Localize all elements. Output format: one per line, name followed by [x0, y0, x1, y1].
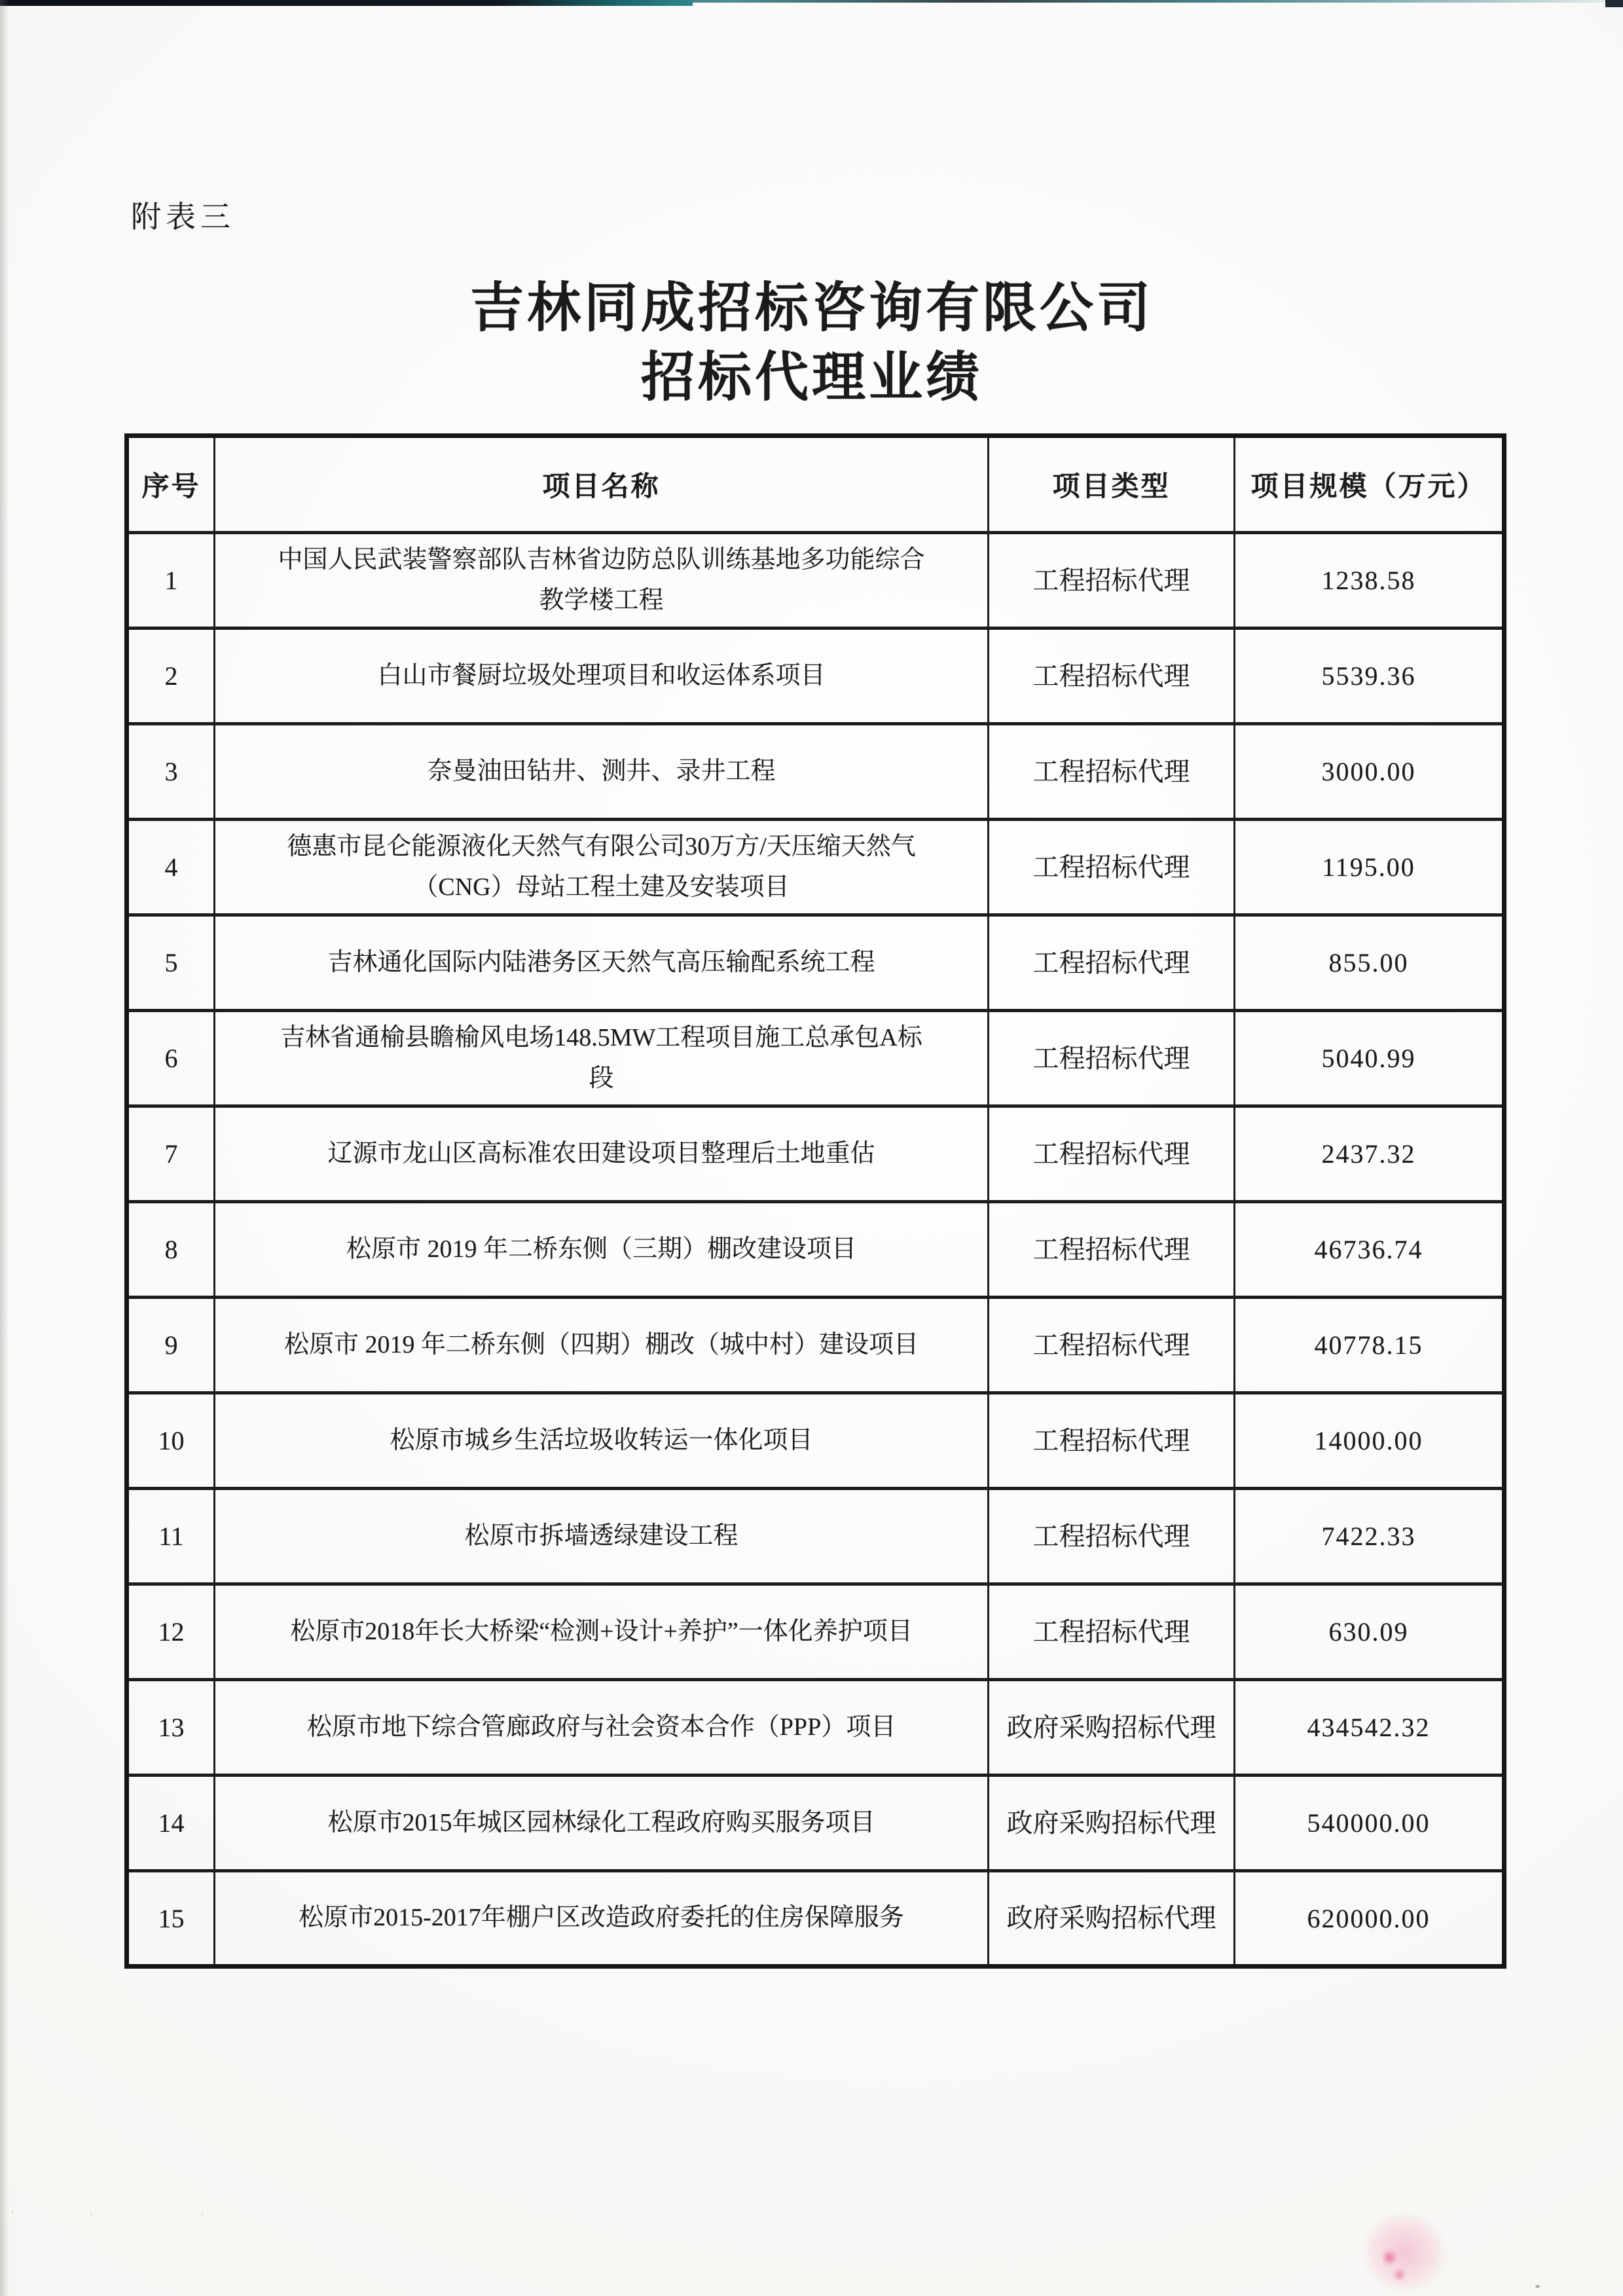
row-no-cell: 14: [127, 1776, 215, 1871]
project-name-cell: 德惠市昆仑能源液化天然气有限公司30万方/天压缩天然气（CNG）母站工程土建及安装项目: [215, 820, 989, 915]
col-header-type: 项目类型: [989, 436, 1235, 533]
scan-artifact-pencil-smudge: [12, 2205, 293, 2222]
project-scale-cell: 5539.36: [1235, 629, 1504, 724]
project-type-cell: 工程招标代理: [989, 820, 1235, 915]
project-scale-cell: 40778.15: [1235, 1298, 1504, 1393]
col-header-no: 序号: [127, 436, 215, 533]
table-row: [127, 1584, 1504, 1680]
project-scale-cell: 3000.00: [1235, 724, 1504, 820]
project-name-cell: 吉林省通榆县瞻榆风电场148.5MW工程项目施工总承包A标段: [215, 1011, 989, 1106]
table-row: [127, 1680, 1504, 1776]
red-stamp-smudge: [1339, 2189, 1470, 2296]
project-scale-cell: 5040.99: [1235, 1011, 1504, 1106]
project-scale-cell: 2437.32: [1235, 1106, 1504, 1202]
document-title: [123, 274, 1501, 412]
project-name-cell: 中国人民武装警察部队吉林省边防总队训练基地多功能综合教学楼工程: [215, 533, 989, 629]
row-no-cell: 13: [127, 1680, 215, 1776]
scan-artifact-speck: [1535, 2285, 1540, 2288]
project-type-cell: 工程招标代理: [989, 1298, 1235, 1393]
project-scale-cell: 14000.00: [1235, 1393, 1504, 1489]
scan-artifact-top-band: [0, 0, 693, 6]
row-no-cell: 1: [127, 533, 215, 629]
project-name-cell: 白山市餐厨垃圾处理项目和收运体系项目: [215, 629, 989, 724]
table-row: [127, 533, 1504, 629]
table-header-row: [127, 436, 1504, 533]
project-type-cell: 工程招标代理: [989, 1584, 1235, 1680]
table-row: [127, 915, 1504, 1011]
appendix-label: 附表三: [131, 200, 235, 234]
col-header-name: 项目名称: [215, 436, 989, 533]
row-no-cell: 6: [127, 1011, 215, 1106]
table-row: [127, 1011, 1504, 1106]
row-no-cell: 8: [127, 1202, 215, 1298]
table-row: [127, 724, 1504, 820]
performance-table: [124, 433, 1506, 1969]
project-name-cell: 辽源市龙山区高标准农田建设项目整理后土地重估: [215, 1106, 989, 1202]
project-type-cell: 工程招标代理: [989, 533, 1235, 629]
row-no-cell: 11: [127, 1489, 215, 1584]
project-scale-cell: 434542.32: [1235, 1680, 1504, 1776]
table-row: [127, 1298, 1504, 1393]
table-row: [127, 1106, 1504, 1202]
project-type-cell: 工程招标代理: [989, 1393, 1235, 1489]
project-name-cell: 松原市 2019 年二桥东侧（四期）棚改（城中村）建设项目: [215, 1298, 989, 1393]
table-row: [127, 629, 1504, 724]
col-header-scale: 项目规模（万元）: [1235, 436, 1504, 533]
document-title-line1: 吉林同成招标咨询有限公司: [469, 278, 1154, 338]
project-name-cell: 松原市2015年城区园林绿化工程政府购买服务项目: [215, 1776, 989, 1871]
project-scale-cell: 1195.00: [1235, 820, 1504, 915]
row-no-cell: 12: [127, 1584, 215, 1680]
project-scale-cell: 46736.74: [1235, 1202, 1504, 1298]
project-scale-cell: 540000.00: [1235, 1776, 1504, 1871]
project-type-cell: 工程招标代理: [989, 629, 1235, 724]
scan-artifact-left-shade: [0, 0, 9, 2296]
row-no-cell: 2: [127, 629, 215, 724]
project-type-cell: 工程招标代理: [989, 1489, 1235, 1584]
project-name-cell: 松原市拆墙透绿建设工程: [215, 1489, 989, 1584]
project-name-cell: 吉林通化国际内陆港务区天然气高压输配系统工程: [215, 915, 989, 1011]
table-row: [127, 1393, 1504, 1489]
project-type-cell: 政府采购招标代理: [989, 1776, 1235, 1871]
project-type-cell: 工程招标代理: [989, 1011, 1235, 1106]
row-no-cell: 10: [127, 1393, 215, 1489]
row-no-cell: 5: [127, 915, 215, 1011]
project-type-cell: 工程招标代理: [989, 915, 1235, 1011]
project-scale-cell: 620000.00: [1235, 1871, 1504, 1967]
row-no-cell: 15: [127, 1871, 215, 1967]
table-row: [127, 1871, 1504, 1967]
project-scale-cell: 630.09: [1235, 1584, 1504, 1680]
project-scale-cell: 7422.33: [1235, 1489, 1504, 1584]
table-row: [127, 1776, 1504, 1871]
project-name-cell: 松原市 2019 年二桥东侧（三期）棚改建设项目: [215, 1202, 989, 1298]
table-row: [127, 1202, 1504, 1298]
project-name-cell: 松原市2015-2017年棚户区改造政府委托的住房保障服务: [215, 1871, 989, 1967]
project-name-cell: 松原市城乡生活垃圾收转运一体化项目: [215, 1393, 989, 1489]
row-no-cell: 4: [127, 820, 215, 915]
project-name-cell: 松原市2018年长大桥梁“检测+设计+养护”一体化养护项目: [215, 1584, 989, 1680]
project-type-cell: 工程招标代理: [989, 724, 1235, 820]
row-no-cell: 3: [127, 724, 215, 820]
row-no-cell: 9: [127, 1298, 215, 1393]
scan-artifact-corner-mark: [1605, 0, 1623, 7]
project-type-cell: 政府采购招标代理: [989, 1871, 1235, 1967]
project-type-cell: 工程招标代理: [989, 1106, 1235, 1202]
table-row: [127, 1489, 1504, 1584]
project-name-cell: 奈曼油田钻井、测井、录井工程: [215, 724, 989, 820]
project-scale-cell: 1238.58: [1235, 533, 1504, 629]
project-type-cell: 政府采购招标代理: [989, 1680, 1235, 1776]
project-scale-cell: 855.00: [1235, 915, 1504, 1011]
project-type-cell: 工程招标代理: [989, 1202, 1235, 1298]
row-no-cell: 7: [127, 1106, 215, 1202]
table-row: [127, 820, 1504, 915]
document-title-line2: 招标代理业绩: [640, 348, 983, 407]
project-name-cell: 松原市地下综合管廊政府与社会资本合作（PPP）项目: [215, 1680, 989, 1776]
